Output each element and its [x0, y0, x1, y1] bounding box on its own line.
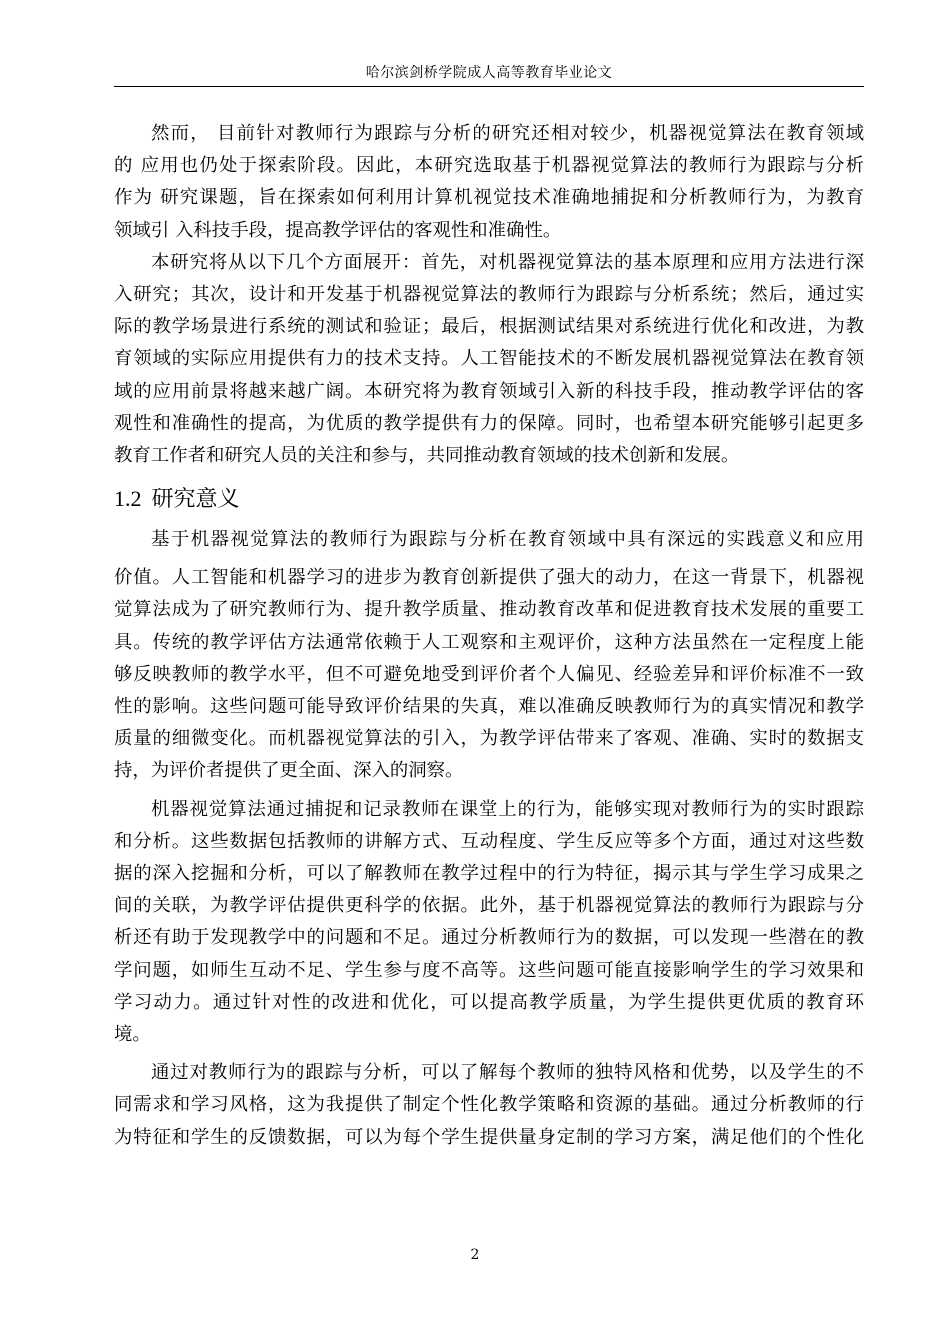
text-line: 境。: [114, 1024, 151, 1046]
text-line: 觉算法成为了研究教师行为、提升教学质量、推动教育改革和促进教育技术发展的重要工: [114, 599, 864, 621]
paragraph: [114, 118, 864, 247]
section-number: 1.2: [114, 486, 142, 511]
text-line: 的 应用也仍处于探索阶段。因此，本研究选取基于机器视觉算法的教师行为跟踪与分析: [114, 155, 864, 177]
text-line: 教育工作者和研究人员的关注和参与，共同推动教育领域的技术创新和发展。: [114, 445, 740, 467]
text-line: 域的应用前景将越来越广阔。本研究将为教育领域引入新的科技手段，推动教学评估的客: [114, 380, 864, 402]
text-line: 作为 研究课题，旨在探索如何利用计算机视觉技术准确地捕捉和分析教师行为，为教育: [114, 187, 864, 209]
text-line: 质量的细微变化。而机器视觉算法的引入，为教学评估带来了客观、准确、实时的数据支: [114, 728, 864, 750]
significance-section: [114, 524, 864, 1154]
text-line: 基于机器视觉算法的教师行为跟踪与分析在教育领域中具有深远的实践意义和应用: [151, 529, 864, 550]
paragraph: [114, 524, 864, 788]
text-line: 持，为评价者提供了更全面、深入的洞察。: [114, 760, 464, 782]
paragraph: [114, 1057, 864, 1154]
text-line: 学习动力。通过针对性的改进和优化，可以提高教学质量，为学生提供更优质的教育环: [114, 991, 864, 1013]
text-line: 和分析。这些数据包括教师的讲解方式、互动程度、学生反应等多个方面，通过对这些数: [114, 830, 864, 852]
section-heading: [114, 482, 240, 513]
paragraph: [114, 794, 864, 1052]
text-line: 机器视觉算法通过捕捉和记录教师在课堂上的行为，能够实现对教师行为的实时跟踪: [151, 798, 864, 820]
text-line: 然而， 目前针对教师行为跟踪与分析的研究还相对较少，机器视觉算法在教育领域: [151, 123, 864, 144]
text-line: 性的影响。这些问题可能导致评价结果的失真，难以准确反映教师行为的真实情况和教学: [114, 696, 864, 718]
text-line: 领域引 入科技手段，提高教学评估的客观性和准确性。: [114, 219, 562, 241]
header-rule: [114, 86, 864, 87]
text-line: 学问题，如师生互动不足、学生参与度不高等。这些问题可能直接影响学生的学习效果和: [114, 959, 864, 981]
text-line: 育领域的实际应用提供有力的技术支持。人工智能技术的不断发展机器视觉算法在教育领: [114, 348, 864, 370]
text-line: 够反映教师的教学水平，但不可避免地受到评价者个人偏见、经验差异和评价标准不一致: [114, 663, 864, 685]
text-line: 据的深入挖掘和分析，可以了解教师在教学过程中的行为特征，揭示其与学生学习成果之: [114, 863, 864, 885]
section-title: 研究意义: [151, 487, 240, 512]
text-line: 观性和准确性的提高，为优质的教学提供有力的保障。同时，也希望本研究能够引起更多: [114, 412, 864, 434]
page-number: 2: [470, 1247, 480, 1263]
text-line: 同需求和学习风格，这为我提供了制定个性化教学策略和资源的基础。通过分析教师的行: [114, 1094, 864, 1116]
text-line: 本研究将从以下几个方面展开：首先，对机器视觉算法的基本原理和应用方法进行深: [151, 251, 864, 273]
text-line: 间的关联，为教学评估提供更科学的依据。此外，基于机器视觉算法的教师行为跟踪与分: [114, 895, 864, 917]
text-line: 具。传统的教学评估方法通常依赖于人工观察和主观评价，这种方法虽然在一定程度上能: [114, 631, 864, 653]
text-line: 价值。人工智能和机器学习的进步为教育创新提供了强大的动力，在这一背景下，机器视: [114, 567, 864, 589]
text-line: 入研究；其次，设计和开发基于机器视觉算法的教师行为跟踪与分析系统；然后，通过实: [114, 284, 864, 306]
text-line: 析还有助于发现教学中的问题和不足。通过分析教师行为的数据，可以发现一些潜在的教: [114, 927, 864, 949]
paragraph: [114, 247, 864, 472]
intro-section: [114, 118, 864, 472]
text-line: 通过对教师行为的跟踪与分析，可以了解每个教师的独特风格和优势，以及学生的不: [151, 1062, 864, 1084]
text-line: 际的教学场景进行系统的测试和验证；最后，根据测试结果对系统进行优化和改进，为教: [114, 316, 864, 338]
text-line: 为特征和学生的反馈数据，可以为每个学生提供量身定制的学习方案，满足他们的个性化: [114, 1126, 864, 1148]
page-header: 哈尔滨剑桥学院成人高等教育毕业论文: [365, 65, 613, 81]
